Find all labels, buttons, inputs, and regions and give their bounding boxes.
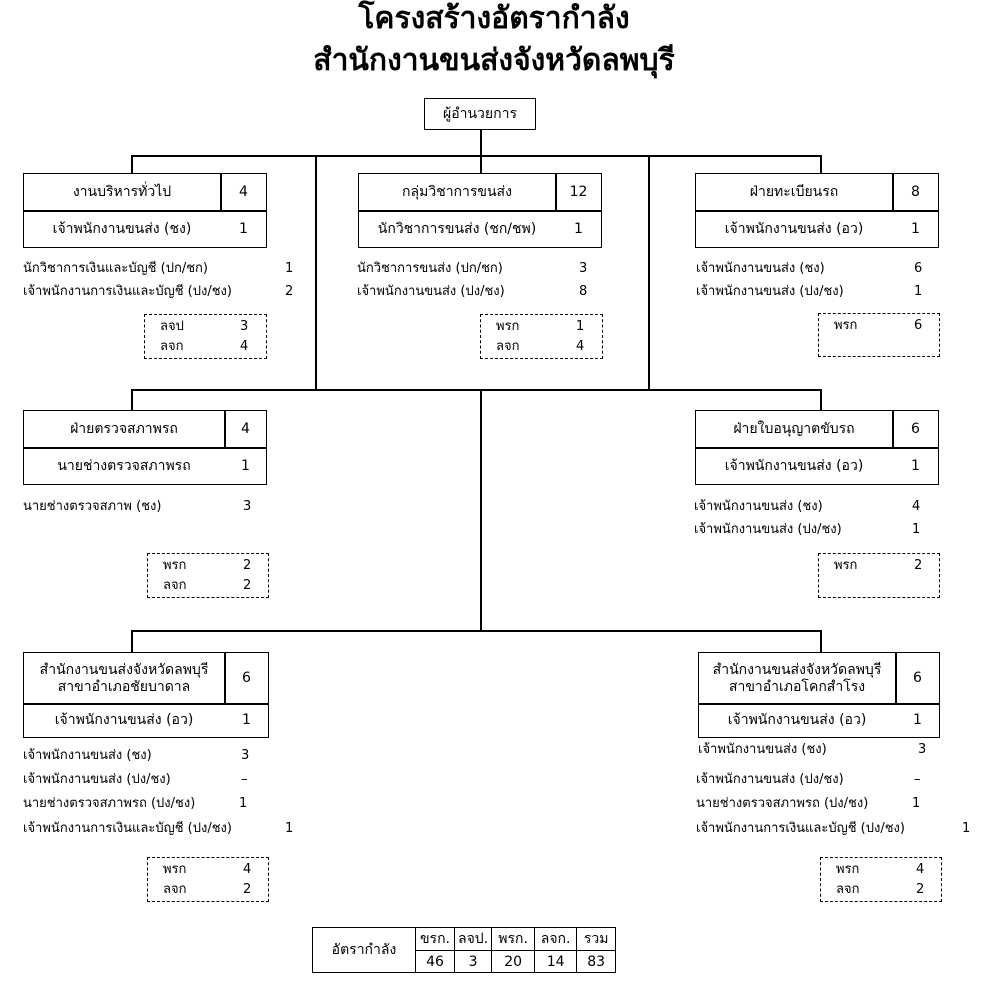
unit-name: ฝ่ายทะเบียนรถ bbox=[749, 184, 839, 200]
summary-value: 83 bbox=[577, 951, 616, 973]
branch-chaibadan-box bbox=[23, 652, 269, 738]
temp-count: 2 bbox=[243, 558, 252, 573]
temp-count: 4 bbox=[243, 862, 252, 877]
temp-count: 4 bbox=[916, 862, 925, 877]
staff-row bbox=[23, 796, 248, 812]
director-label: ผู้อำนวยการ bbox=[443, 105, 517, 122]
temp-row bbox=[163, 882, 252, 898]
temp-row bbox=[496, 339, 585, 355]
temp-count: 2 bbox=[914, 558, 923, 573]
summary-value: 14 bbox=[535, 951, 577, 973]
branch-count: 6 bbox=[242, 670, 251, 686]
staff-row bbox=[23, 261, 294, 277]
staff-row bbox=[696, 772, 921, 788]
connector bbox=[315, 155, 317, 390]
staff-row bbox=[23, 748, 250, 764]
branch-name-line2: สาขาอำเภอชัยบาดาล bbox=[57, 678, 191, 695]
staff-label: เจ้าพนักงานขนส่ง (ชง) bbox=[694, 499, 823, 514]
staff-row bbox=[23, 499, 252, 515]
branch-name bbox=[699, 653, 895, 704]
staff-row bbox=[694, 499, 921, 515]
staff-label: เจ้าพนักงานขนส่ง (ชง) bbox=[698, 742, 827, 757]
unit-name: งานบริหารทั่วไป bbox=[72, 184, 172, 200]
staff-count: 1 bbox=[285, 821, 294, 836]
summary-table bbox=[312, 927, 616, 973]
connector bbox=[820, 630, 822, 652]
staff-label: นายช่างตรวจสภาพรถ (ปง/ชง) bbox=[696, 796, 869, 811]
staff-label: เจ้าพนักงานขนส่ง (ปง/ชง) bbox=[23, 772, 171, 787]
temp-staff-box bbox=[480, 314, 603, 359]
temp-label: พรก bbox=[836, 862, 860, 877]
temp-label: ลจก bbox=[836, 882, 860, 897]
staff-label: นายช่างตรวจสภาพ (ชง) bbox=[23, 499, 162, 514]
unit-registration-box bbox=[695, 173, 939, 248]
unit-name: ฝ่ายตรวจสภาพรถ bbox=[70, 421, 178, 437]
chart-title-line2: สำนักงานขนส่งจังหวัดลพบุรี bbox=[313, 43, 675, 78]
unit-head: เจ้าพนักงานขนส่ง (ชง) bbox=[52, 220, 192, 237]
unit-count: 6 bbox=[911, 421, 920, 437]
staff-row bbox=[696, 284, 923, 300]
staff-count: 1 bbox=[914, 284, 923, 299]
temp-row bbox=[836, 862, 925, 878]
connector bbox=[480, 155, 482, 174]
unit-head: นักวิชาการขนส่ง (ชก/ชพ) bbox=[377, 220, 537, 237]
connector bbox=[820, 155, 822, 174]
staff-label: เจ้าพนักงานขนส่ง (ชง) bbox=[696, 261, 825, 276]
branch-name-line2: สาขาอำเภอโคกสำโรง bbox=[728, 678, 866, 695]
staff-label: เจ้าพนักงานขนส่ง (ปง/ชง) bbox=[694, 522, 842, 537]
unit-inspection-box bbox=[23, 410, 267, 485]
temp-row bbox=[163, 862, 252, 878]
staff-count: 3 bbox=[241, 748, 250, 763]
staff-row bbox=[357, 261, 588, 277]
staff-label: นายช่างตรวจสภาพรถ (ปง/ชง) bbox=[23, 796, 196, 811]
temp-row bbox=[163, 578, 252, 594]
branch-head-count: 1 bbox=[913, 712, 922, 728]
unit-head-count: 1 bbox=[911, 220, 920, 237]
temp-count: 2 bbox=[243, 578, 252, 593]
branch-count: 6 bbox=[913, 670, 922, 686]
summary-header: ลจก. bbox=[535, 928, 577, 951]
unit-head-count: 1 bbox=[911, 457, 920, 474]
connector bbox=[820, 389, 822, 410]
connector bbox=[131, 630, 821, 632]
staff-label: นักวิชาการเงินและบัญชี (ปก/ชก) bbox=[23, 261, 208, 276]
branch-khoksamrong-box bbox=[698, 652, 940, 738]
temp-staff-box bbox=[818, 313, 940, 357]
summary-header: พรก. bbox=[492, 928, 535, 951]
staff-row bbox=[696, 796, 921, 812]
temp-label: พรก bbox=[163, 862, 187, 877]
staff-row bbox=[696, 261, 923, 277]
temp-count: 4 bbox=[576, 339, 585, 354]
staff-label: เจ้าพนักงานการเงินและบัญชี (ปง/ชง) bbox=[23, 284, 232, 299]
unit-academic-box bbox=[358, 173, 602, 248]
staff-count: 1 bbox=[962, 821, 971, 836]
summary-value: 20 bbox=[492, 951, 535, 973]
temp-label: พรก bbox=[163, 558, 187, 573]
branch-name bbox=[24, 653, 224, 704]
temp-count: 1 bbox=[576, 319, 585, 334]
summary-header: รวม bbox=[577, 928, 616, 951]
staff-count: 3 bbox=[243, 499, 252, 514]
temp-row bbox=[160, 319, 249, 335]
branch-head-count: 1 bbox=[242, 712, 251, 728]
summary-value: 3 bbox=[455, 951, 492, 973]
staff-count: 2 bbox=[285, 284, 294, 299]
unit-name: กลุ่มวิชาการขนส่ง bbox=[402, 184, 512, 200]
connector bbox=[131, 155, 821, 157]
branch-name-line1: สำนักงานขนส่งจังหวัดลพบุรี bbox=[39, 661, 209, 678]
unit-license-box bbox=[695, 410, 939, 485]
staff-count: 4 bbox=[912, 499, 921, 514]
temp-label: ลจป bbox=[160, 319, 184, 334]
branch-name-line1: สำนักงานขนส่งจังหวัดลพบุรี bbox=[712, 661, 882, 678]
staff-count: 1 bbox=[285, 261, 294, 276]
unit-head-count: 1 bbox=[239, 220, 248, 237]
temp-label: ลจก bbox=[496, 339, 520, 354]
temp-count: 2 bbox=[916, 882, 925, 897]
staff-label: เจ้าพนักงานการเงินและบัญชี (ปง/ชง) bbox=[23, 821, 232, 836]
temp-row bbox=[163, 558, 252, 574]
branch-head: เจ้าพนักงานขนส่ง (อว) bbox=[54, 712, 194, 728]
summary-value: 46 bbox=[416, 951, 455, 973]
temp-row bbox=[160, 339, 249, 355]
unit-count: 4 bbox=[241, 421, 250, 437]
unit-head: เจ้าพนักงานขนส่ง (อว) bbox=[724, 457, 864, 474]
staff-label: เจ้าพนักงานขนส่ง (ปง/ชง) bbox=[696, 772, 844, 787]
staff-count: – bbox=[914, 772, 921, 787]
connector bbox=[648, 155, 650, 390]
summary-header: ขรก. bbox=[416, 928, 455, 951]
staff-count: 3 bbox=[579, 261, 588, 276]
temp-label: พรก bbox=[834, 318, 858, 333]
branch-head: เจ้าพนักงานขนส่ง (อว) bbox=[727, 712, 867, 728]
director-box bbox=[424, 98, 536, 130]
temp-row bbox=[834, 318, 923, 334]
staff-row bbox=[698, 742, 927, 758]
temp-count: 4 bbox=[240, 339, 249, 354]
staff-row bbox=[23, 772, 248, 788]
connector bbox=[480, 130, 482, 156]
connector bbox=[131, 389, 133, 410]
unit-count: 12 bbox=[569, 184, 588, 200]
connector bbox=[131, 389, 821, 391]
temp-staff-box bbox=[147, 553, 269, 598]
temp-row bbox=[834, 558, 923, 574]
unit-head-count: 1 bbox=[574, 220, 583, 237]
staff-count: – bbox=[241, 772, 248, 787]
temp-staff-box bbox=[144, 314, 267, 359]
staff-label: เจ้าพนักงานขนส่ง (ปง/ชง) bbox=[696, 284, 844, 299]
staff-row bbox=[23, 821, 294, 837]
temp-label: พรก bbox=[834, 558, 858, 573]
staff-count: 6 bbox=[914, 261, 923, 276]
connector bbox=[480, 389, 482, 631]
connector bbox=[131, 630, 133, 652]
unit-head-count: 1 bbox=[241, 457, 250, 474]
staff-count: 1 bbox=[912, 522, 921, 537]
unit-head: นายช่างตรวจสภาพรถ bbox=[57, 457, 191, 474]
staff-row bbox=[694, 522, 921, 538]
connector bbox=[131, 155, 133, 174]
unit-count: 4 bbox=[239, 184, 248, 200]
unit-head: เจ้าพนักงานขนส่ง (อว) bbox=[724, 220, 864, 237]
staff-count: 1 bbox=[239, 796, 248, 811]
staff-row bbox=[357, 284, 588, 300]
temp-row bbox=[836, 882, 925, 898]
staff-label: เจ้าพนักงานขนส่ง (ปง/ชง) bbox=[357, 284, 505, 299]
unit-name: ฝ่ายใบอนุญาตขับรถ bbox=[733, 421, 855, 437]
staff-label: เจ้าพนักงานขนส่ง (ชง) bbox=[23, 748, 152, 763]
chart-title-line1: โครงสร้างอัตรากำลัง bbox=[358, 1, 630, 36]
temp-label: ลจก bbox=[163, 578, 187, 593]
temp-label: ลจก bbox=[163, 882, 187, 897]
temp-staff-box bbox=[147, 857, 269, 902]
staff-label: เจ้าพนักงานการเงินและบัญชี (ปง/ชง) bbox=[696, 821, 905, 836]
staff-count: 8 bbox=[579, 284, 588, 299]
summary-header: ลจป. bbox=[455, 928, 492, 951]
temp-count: 6 bbox=[914, 318, 923, 333]
staff-label: นักวิชาการขนส่ง (ปก/ชก) bbox=[357, 261, 503, 276]
summary-label: อัตรากำลัง bbox=[313, 928, 416, 973]
staff-count: 1 bbox=[912, 796, 921, 811]
unit-count: 8 bbox=[911, 184, 920, 200]
temp-count: 3 bbox=[240, 319, 249, 334]
temp-row bbox=[496, 319, 585, 335]
temp-label: ลจก bbox=[160, 339, 184, 354]
staff-row bbox=[23, 284, 294, 300]
staff-row bbox=[696, 821, 971, 837]
temp-staff-box bbox=[818, 553, 940, 598]
temp-label: พรก bbox=[496, 319, 520, 334]
staff-count: 3 bbox=[918, 742, 927, 757]
unit-general-box bbox=[23, 173, 267, 248]
temp-staff-box bbox=[820, 857, 942, 902]
temp-count: 2 bbox=[243, 882, 252, 897]
